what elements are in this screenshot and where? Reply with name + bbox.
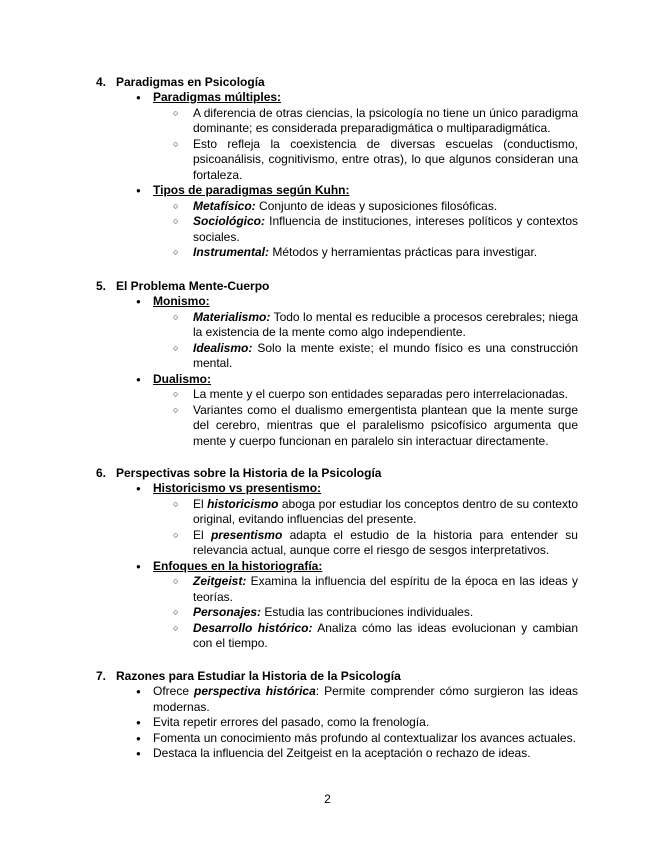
item-text: Solo la mente existe; el mundo físico es una construcción mental. (193, 340, 578, 370)
section-mente-cuerpo (96, 279, 578, 449)
item-term: Personajes: (193, 605, 262, 619)
section-title: Razones para Estudiar la Historia de la Psicología (116, 669, 401, 683)
group-label: Monismo: (153, 294, 210, 308)
item-term: Zeitgeist: (193, 574, 247, 588)
item-text: A diferencia de otras ciencias, la psicología no tiene un único paradigma dominante; es considerada preparadigmática o multiparadigmática. (193, 105, 578, 135)
sub-bullet (96, 341, 578, 372)
group-label: Historicismo vs presentismo: (153, 481, 322, 495)
group-label: Paradigmas múltiples: (153, 90, 282, 104)
item-text: Métodos y herramientas prácticas para investigar. (269, 245, 538, 259)
section-title: Perspectivas sobre la Historia de la Psicología (116, 466, 382, 480)
bullet-group (96, 559, 578, 575)
item-term: Idealismo: (193, 340, 253, 355)
section-heading (96, 466, 578, 481)
bullet-item (96, 746, 578, 762)
sub-bullet (96, 106, 578, 137)
item-term: perspectiva histórica (194, 684, 316, 698)
sub-bullet (96, 199, 578, 215)
sub-bullet (96, 574, 578, 605)
sub-bullet (96, 245, 578, 261)
section-heading (96, 279, 578, 294)
item-text: adapta el estudio de la historia para entender su relevancia actual, aunque corre el riesgo de sesgos interpretativos. (193, 527, 578, 557)
item-term: Instrumental: (193, 245, 270, 259)
sub-bullet (96, 621, 578, 652)
item-text: : Permite comprender cómo surgieron las ideas modernas. (153, 684, 578, 714)
section-number: 4. (96, 75, 107, 89)
item-text: Conjunto de ideas y suposiciones filosóficas. (255, 198, 498, 213)
item-text: Destaca la influencia del Zeitgeist en la aceptación o rechazo de ideas. (153, 746, 531, 760)
section-number: 7. (96, 669, 107, 683)
item-text: Fomenta un conocimiento más profundo al contextualizar los avances actuales. (153, 730, 576, 745)
group-label: Dualismo: (153, 371, 212, 386)
bullet-item (96, 684, 578, 715)
item-text: aboga por estudiar los conceptos dentro de su contexto original, evitando influencias del presente. (193, 496, 578, 526)
group-label: Enfoques en la historiografía: (153, 558, 323, 573)
item-prefix: Ofrece (153, 684, 195, 698)
sub-bullet (96, 214, 578, 245)
sub-bullet (96, 137, 578, 184)
item-text: Todo lo mental es reducible a procesos cerebrales; niega la existencia de la mente como algo independiente. (193, 309, 578, 339)
item-term: presentismo (210, 527, 283, 542)
item-prefix: El (193, 496, 208, 511)
section-number: 6. (96, 466, 107, 480)
item-text: Evita repetir errores del pasado, como la frenología. (153, 715, 430, 729)
bullet-group (96, 372, 578, 388)
bullet-group (96, 90, 578, 106)
bullet-group (96, 183, 578, 199)
item-text: Variantes como el dualismo emergentista plantean que la mente surge del cerebro, mientras que el paralelismo psicofísico argumenta que mente y cuerpo funcionan en paralelo sin interactuar directamente. (193, 402, 578, 448)
item-text: Estudia las contribuciones individuales. (261, 605, 474, 619)
sub-bullet (96, 387, 578, 403)
group-label: Tipos de paradigmas según Kuhn: (153, 183, 350, 197)
bullet-group (96, 294, 578, 310)
item-prefix: El (193, 527, 211, 542)
item-term: Desarrollo histórico: (193, 620, 313, 635)
item-text: Analiza cómo las ideas evolucionan y cambian con el tiempo. (193, 620, 579, 650)
page-number: 2 (324, 792, 331, 806)
bullet-group (96, 481, 578, 497)
section-title: Paradigmas en Psicología (116, 75, 265, 89)
item-text: La mente y el cuerpo son entidades separadas pero interrelacionadas. (193, 387, 568, 401)
section-razones (96, 669, 578, 762)
item-term: Sociológico: (193, 214, 265, 228)
section-perspectivas (96, 466, 578, 652)
sub-bullet (96, 403, 578, 450)
sub-bullet (96, 528, 578, 559)
section-paradigmas (96, 75, 578, 261)
bullet-item (96, 731, 578, 747)
section-number: 5. (96, 279, 107, 293)
section-heading (96, 75, 578, 90)
section-heading (96, 669, 578, 684)
item-text: Esto refleja la coexistencia de diversas escuelas (conductismo, psicoanálisis, cognitivismo, entre otras), lo que algunos consideran una fortaleza. (193, 136, 578, 182)
item-text: Examina la influencia del espíritu de la época en las ideas y teorías. (193, 574, 578, 604)
section-title: El Problema Mente-Cuerpo (116, 279, 270, 293)
bullet-item (96, 715, 578, 731)
item-term: Materialismo: (193, 309, 271, 324)
item-text: Influencia de instituciones, intereses políticos y contextos sociales. (193, 214, 578, 244)
sub-bullet (96, 310, 578, 341)
item-term: Metafísico: (193, 198, 256, 213)
item-term: historicismo (207, 496, 279, 511)
sub-bullet (96, 497, 578, 528)
sub-bullet (96, 605, 578, 621)
